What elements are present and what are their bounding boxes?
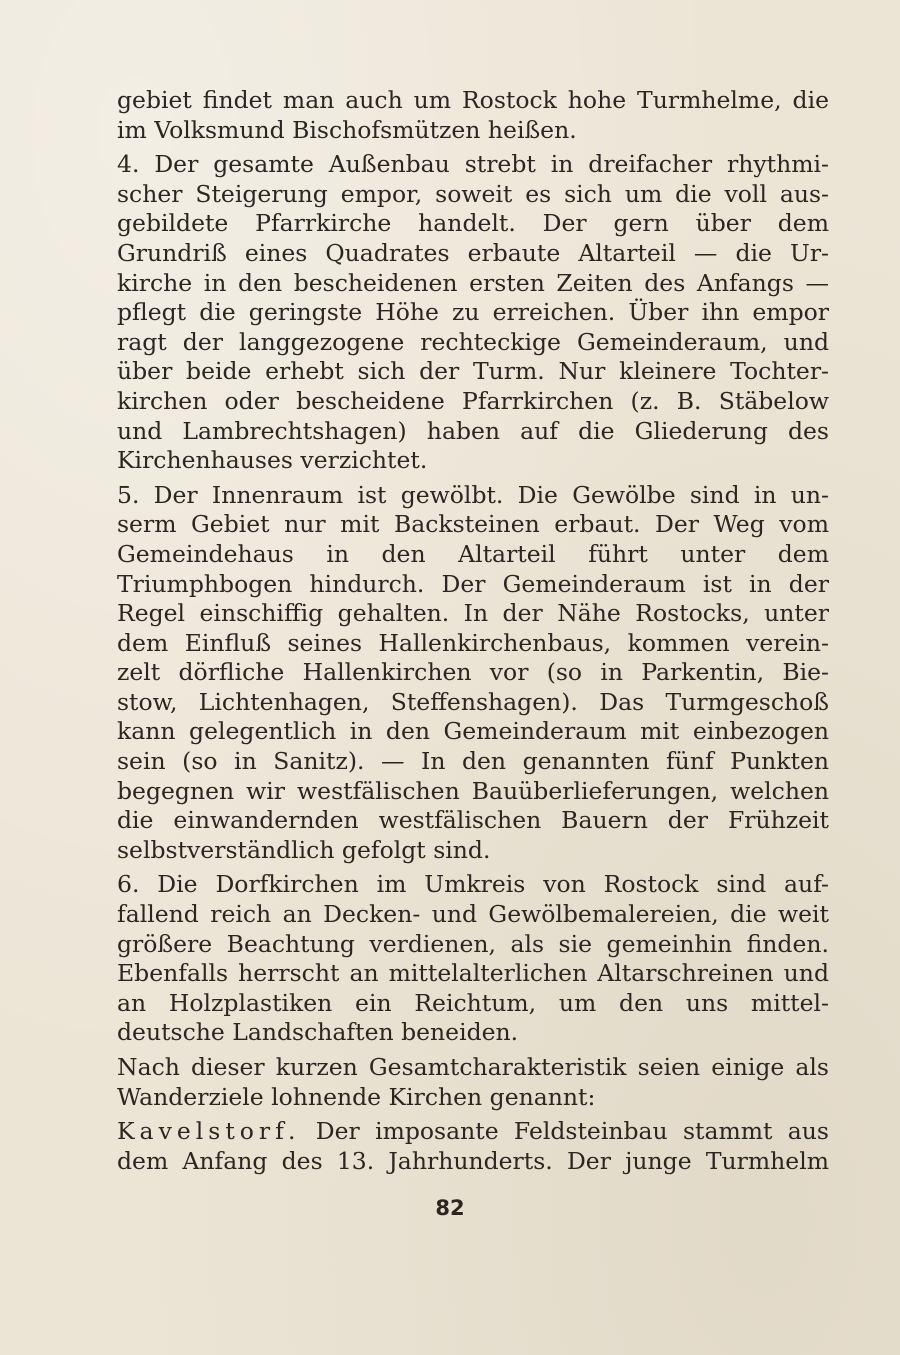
text-line: kirchen oder bescheidene Pfarrkirchen (z. B. Stäbelow <box>117 386 829 415</box>
text-line: die einwandernden westfälischen Bauern der Frühzeit <box>117 806 829 835</box>
text-line: über beide erhebt sich der Turm. Nur kleinere Tochter- <box>117 357 829 386</box>
text-line-rest: Der imposante Feldsteinbau stammt aus <box>300 1117 829 1146</box>
text-line: Regel einschiffig gehalten. In der Nähe Rostocks, unter <box>117 599 829 628</box>
text-line: deutsche Landschaften beneiden. <box>117 1018 519 1047</box>
page-number: 82 <box>435 1196 465 1220</box>
text-line: ragt der langgezogene rechteckige Gemeinderaum, und <box>117 327 829 356</box>
text-line: fallend reich an Decken- und Gewölbemalereien, die weit <box>117 900 829 929</box>
text-line: im Volksmund Bischofsmützen heißen. <box>117 115 577 144</box>
text-line: scher Steigerung empor, soweit es sich um die voll aus- <box>117 179 829 208</box>
text-line: Kirchenhauses verzichtet. <box>117 446 428 475</box>
text-line: Grundriß eines Quadrates erbaute Altarteil — die Ur- <box>117 238 829 267</box>
text-line: selbstverständlich gefolgt sind. <box>117 835 491 864</box>
text-line: an Holzplastiken ein Reichtum, um den uns mittel- <box>117 988 829 1017</box>
text-line: begegnen wir westfälischen Bauüberlieferungen, welchen <box>117 776 829 805</box>
text-line: Ebenfalls herrscht an mittelalterlichen Altarschreinen und <box>117 959 829 988</box>
text-line: gebildete Pfarrkirche handelt. Der gern über dem <box>117 209 829 238</box>
text-line: 5. Der Innenraum ist gewölbt. Die Gewölbe sind in un- <box>117 480 829 509</box>
text-line: dem Einfluß seines Hallenkirchenbaus, kommen verein- <box>117 628 829 657</box>
text-line: stow, Lichtenhagen, Steffenshagen). Das Turmgeschoß <box>117 687 829 716</box>
text-line: 4. Der gesamte Außenbau strebt in dreifacher rhythmi- <box>117 150 829 179</box>
text-line: serm Gebiet nur mit Backsteinen erbaut. Der Weg vom <box>117 510 829 539</box>
text-line: gebiet findet man auch um Rostock hohe Turmhelme, die <box>117 86 829 114</box>
text-line: größere Beachtung verdienen, als sie gemeinhin finden. <box>117 929 829 958</box>
text-line: dem Anfang des 13. Jahrhunderts. Der junge Turmhelm <box>117 1146 829 1175</box>
text-line: pflegt die geringste Höhe zu erreichen. Über ihn empor <box>117 298 829 327</box>
text-line: Gemeindehaus in den Altarteil führt unter dem <box>117 539 829 568</box>
text-line: Nach dieser kurzen Gesamtcharakteristik seien einige als <box>117 1053 829 1081</box>
place-name: Kavelstorf. <box>117 1117 301 1146</box>
text-line: sein (so in Sanitz). — In den genannten fünf Punkten <box>117 747 829 776</box>
body-text <box>117 86 829 1176</box>
text-line: kann gelegentlich in den Gemeinderaum mit einbezogen <box>117 717 829 746</box>
text-line: und Lambrechtshagen) haben auf die Gliederung des <box>117 416 829 445</box>
text-line <box>117 1117 829 1147</box>
text-line: 6. Die Dorfkirchen im Umkreis von Rostock sind auf- <box>117 870 829 899</box>
text-line: zelt dörfliche Hallenkirchen vor (so in Parkentin, Bie- <box>117 658 829 687</box>
text-line: Triumphbogen hindurch. Der Gemeinderaum ist in der <box>117 569 829 598</box>
text-line: Wanderziele lohnende Kirchen genannt: <box>117 1082 596 1111</box>
text-line: kirche in den bescheidenen ersten Zeiten des Anfangs — <box>117 268 829 297</box>
